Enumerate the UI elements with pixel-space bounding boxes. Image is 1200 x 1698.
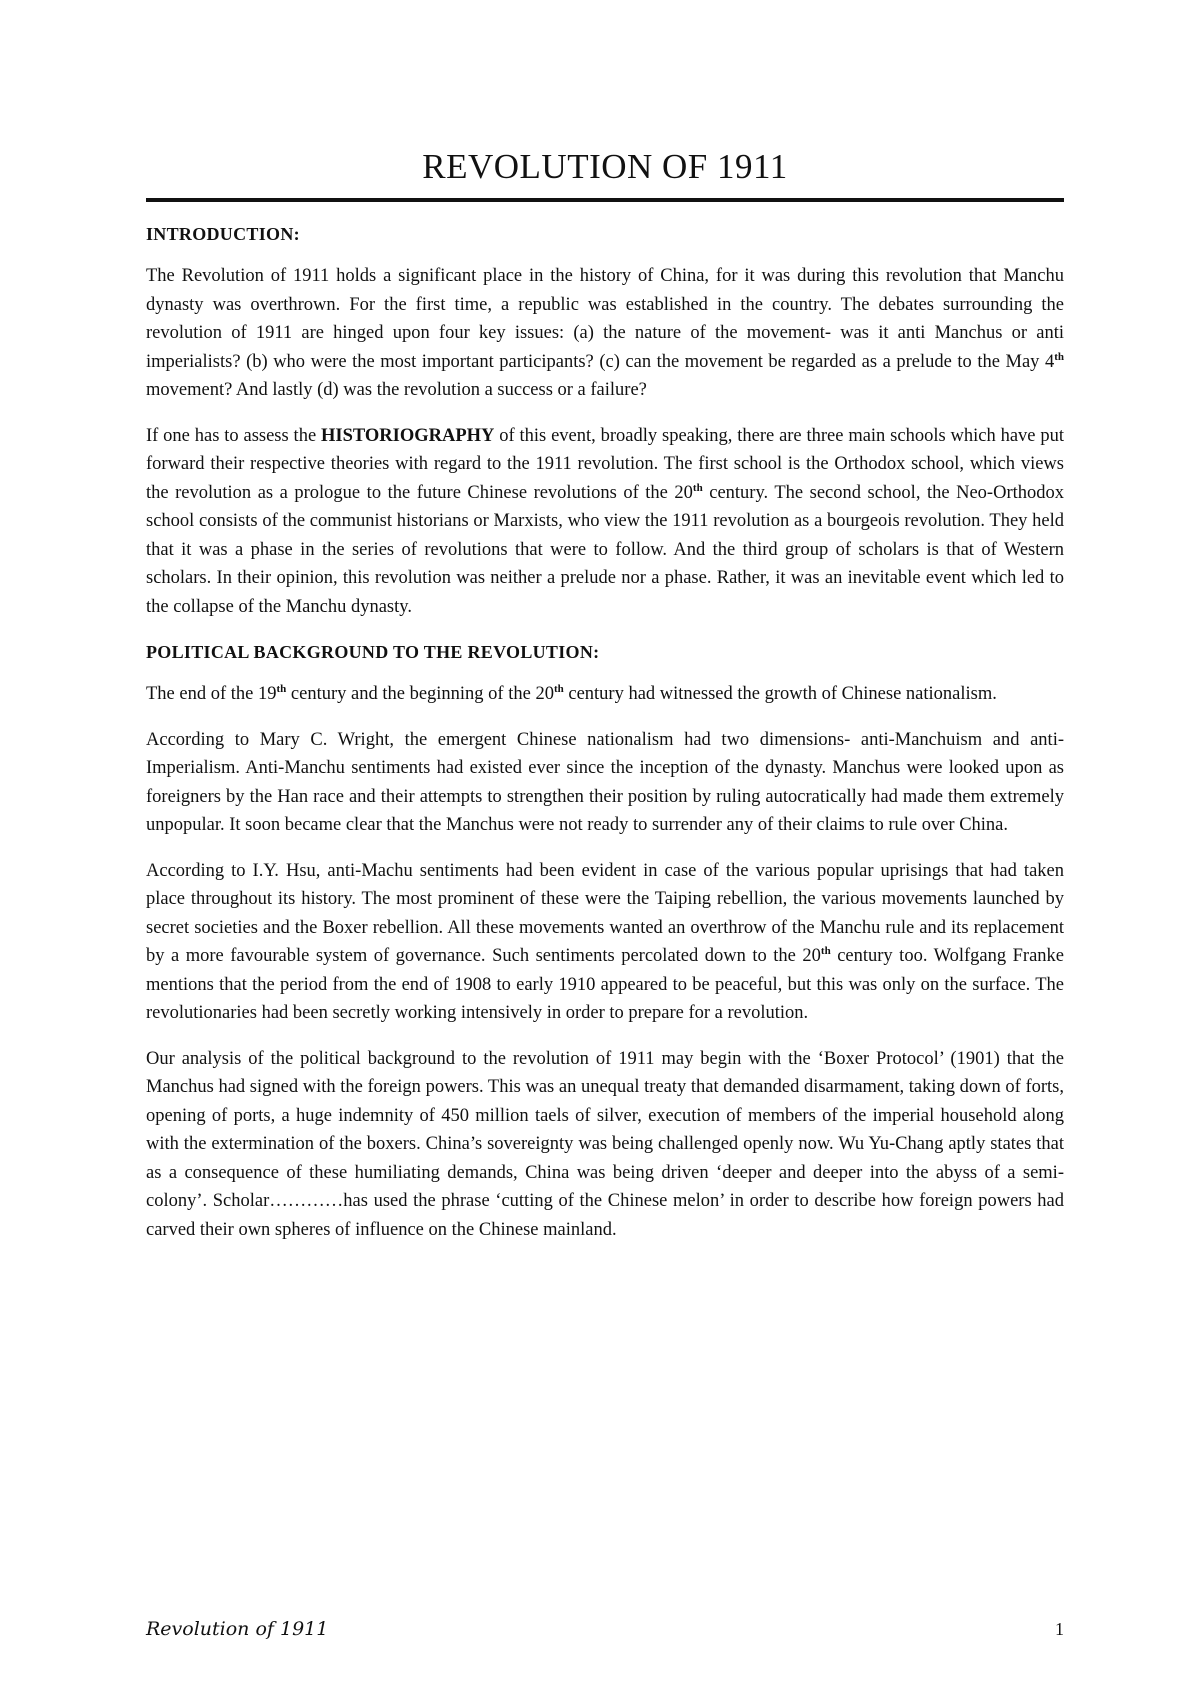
document-body xyxy=(146,220,1064,1261)
paragraph-mary-wright: According to Mary C. Wright, the emergent Chinese nationalism had two dimensions- anti-Manchuism and anti-Imperialism. Anti-Manchu sentiments had existed ever since the inception of the dynasty. Manchus were looked upon as foreigners by the Han race and their attempts to strengthen their position by ruling autocratically had made them extremely unpopular. It soon became clear that the Manchus were not ready to surrender any of their claims to rule over China. xyxy=(146,729,1064,835)
footer-page-number: 1 xyxy=(1055,1619,1064,1639)
historiography-keyword: HISTORIOGRAPHY xyxy=(321,425,495,446)
title-divider xyxy=(146,198,1064,202)
historiography-text-before: If one has to assess the xyxy=(146,425,322,446)
paragraph-historiography xyxy=(146,422,1064,622)
paragraph-nationalism: The end of the 19th century and the beginning of the 20th century had witnessed the growth of Chinese nationalism. xyxy=(146,682,997,704)
section-heading-political-background: POLITICAL BACKGROUND TO THE REVOLUTION: xyxy=(146,642,600,662)
paragraph-boxer-protocol: Our analysis of the political background to the revolution of 1911 may begin with the ‘Boxer Protocol’ (1901) that the Manchus had signed with the foreign powers. This was an unequal treaty that demanded disarmament, taking down of forts, opening of ports, a huge indemnity of 450 million taels of silver, execution of members of the imperial household along with the extermination of the boxers. China’s sovereignty was being challenged openly now. Wu Yu-Chang aptly states that as a consequence of these humiliating demands, China was being driven ‘deeper and deeper into the abyss of a semi-colony’. Scholar…………has used the phrase ‘cutting of the Chinese melon’ in order to describe how foreign powers had carved their own spheres of influence on the Chinese mainland. xyxy=(146,1048,1064,1240)
section-heading-introduction: INTRODUCTION: xyxy=(146,224,300,244)
paragraph-introduction: The Revolution of 1911 holds a significant place in the history of China, for it was during this revolution that Manchu dynasty was overthrown. For the first time, a republic was established in the country. The debates surrounding the revolution of 1911 are hinged upon four key issues: (a) the nature of the movement- was it anti Manchus or anti imperialists? (b) who were the most important participants? (c) can the movement be regarded as a prelude to the May 4th movement? And lastly (d) was the revolution a success or a failure? xyxy=(146,266,1064,400)
historiography-text-after: of this event, broadly speaking, there are three main schools which have put forward their respective theories with regard to the 1911 revolution. The first school is the Orthodox school, which views the revolution as a prologue to the future Chinese revolutions of the 20th century. The second school, the Neo-Orthodox school consists of the communist historians or Marxists, who view the 1911 revolution as a bourgeois revolution. They held that it was a phase in the series of revolutions that were to follow. And the third group of scholars is that of Western scholars. In their opinion, this revolution was neither a prelude nor a phase. Rather, it was an inevitable event which led to the collapse of the Manchu dynasty. xyxy=(146,425,1065,617)
page-footer xyxy=(146,1614,1064,1644)
document-title: REVOLUTION OF 1911 xyxy=(422,147,788,186)
paragraph-iy-hsu: According to I.Y. Hsu, anti-Machu sentiments had been evident in case of the various popular uprisings that had taken place throughout its history. The most prominent of these were the Taiping rebellion, the various movements launched by secret societies and the Boxer rebellion. All these movements wanted an overthrow of the Manchu rule and its replacement by a more favourable system of governance. Such sentiments percolated down to the 20th century too. Wolfgang Franke mentions that the period from the end of 1908 to early 1910 appeared to be peaceful, but this was only on the surface. The revolutionaries had been secretly working intensively in order to prepare for a revolution. xyxy=(146,860,1064,1023)
footer-running-title: Revolution of 1911 xyxy=(146,1618,329,1640)
